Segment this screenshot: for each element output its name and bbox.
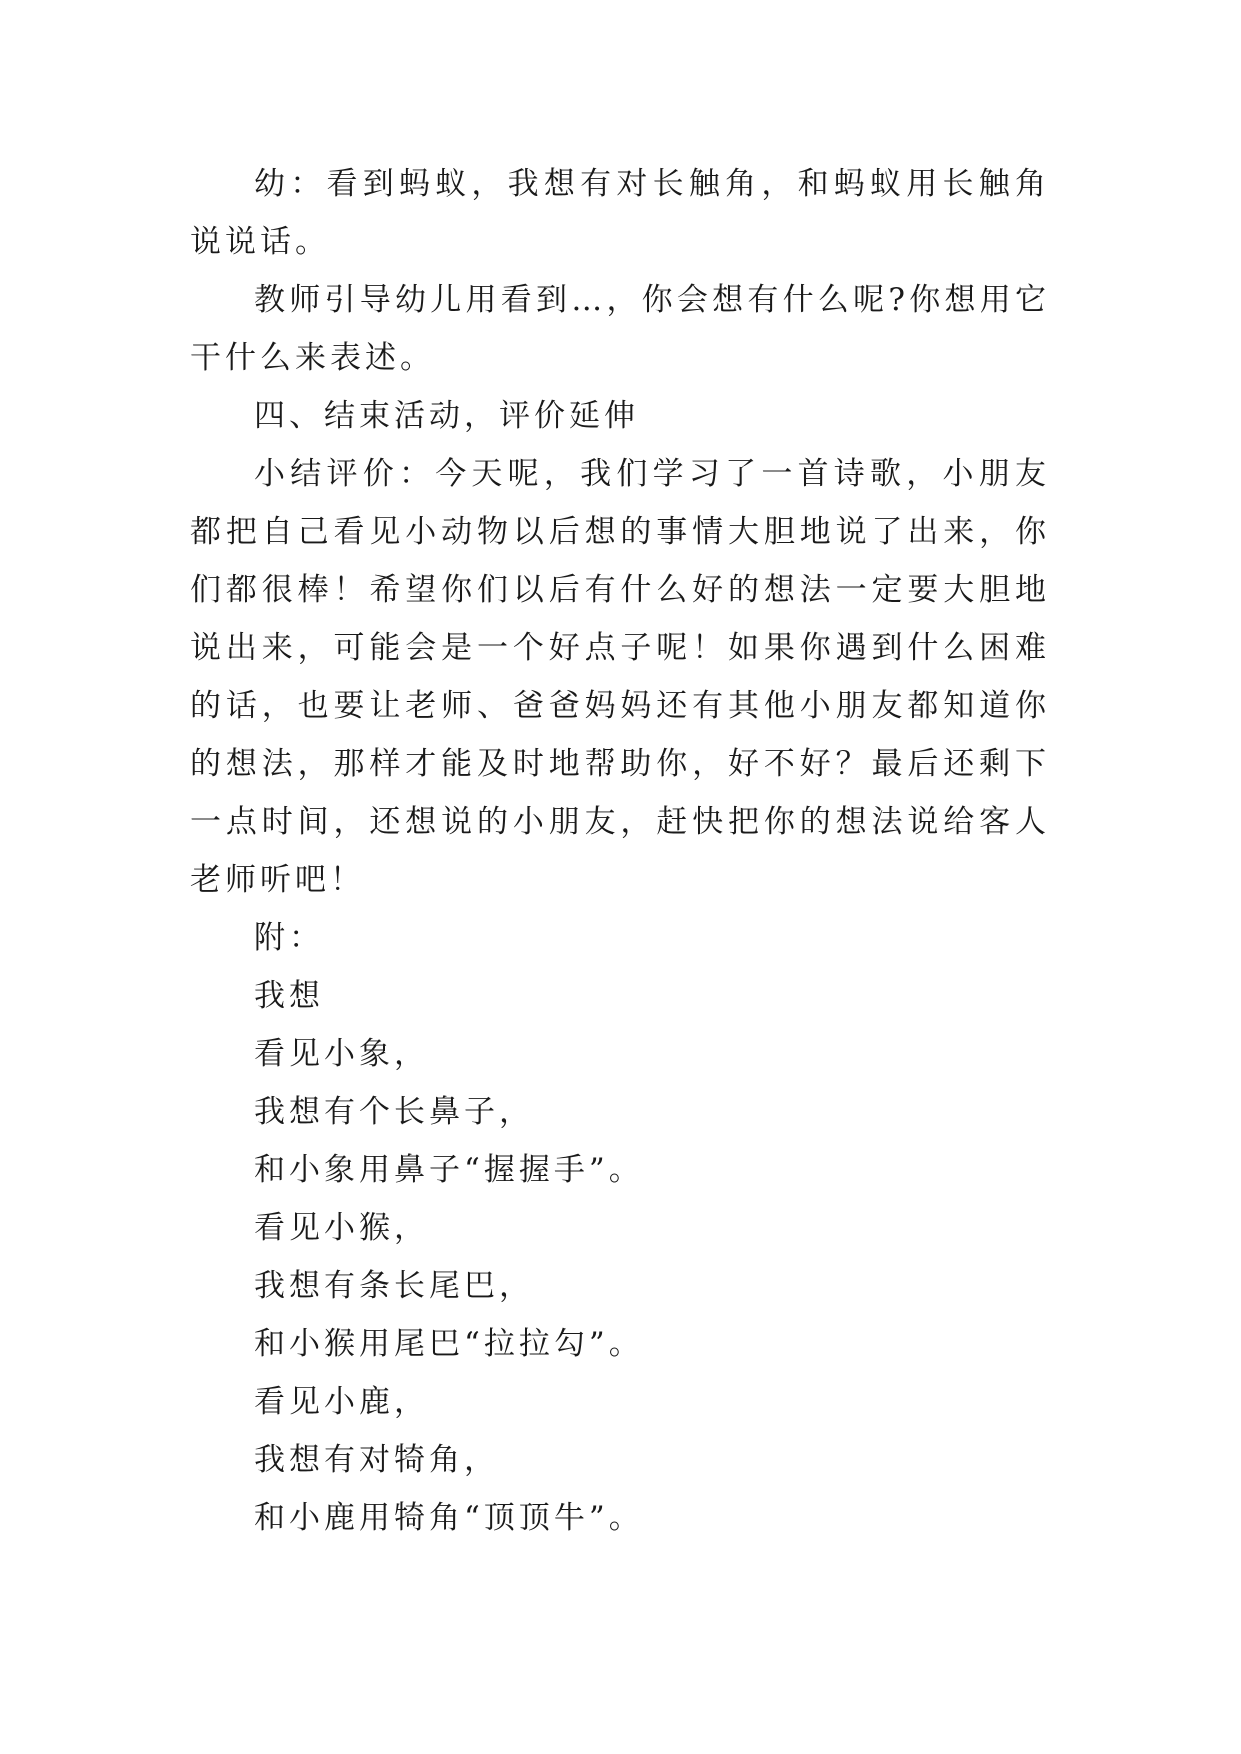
- poem-line: 看见小鹿，: [254, 1384, 429, 1420]
- poem-line: 和小猴用尾巴“拉拉勾”。: [254, 1326, 644, 1362]
- appendix-label: 附：: [254, 920, 324, 956]
- poem-line: 看见小猴，: [254, 1210, 429, 1246]
- poem-line: 看见小象，: [254, 1036, 429, 1072]
- poem-line: 我想有对犄角，: [254, 1442, 499, 1478]
- document-body: [190, 155, 1050, 1547]
- section-heading-conclusion: 四、结束活动，评价延伸: [254, 398, 639, 434]
- poem-title: 我想: [254, 978, 324, 1014]
- poem-line: 我想有个长鼻子，: [254, 1094, 534, 1130]
- paragraph-ant-dialogue: 幼：看到蚂蚁，我想有对长触角，和蚂蚁用长触角说说话。: [190, 166, 1050, 260]
- paragraph-teacher-guidance: 教师引导幼儿用看到…，你会想有什么呢?你想用它干什么来表述。: [190, 282, 1050, 376]
- poem-line: 我想有条长尾巴，: [254, 1268, 534, 1304]
- paragraph-summary-evaluation: 小结评价：今天呢，我们学习了一首诗歌，小朋友都把自己看见小动物以后想的事情大胆地说了出来，你们都很棒！希望你们以后有什么好的想法一定要大胆地说出来，可能会是一个好点子呢！如果你遇到什么困难的话，也要让老师、爸爸妈妈还有其他小朋友都知道你的想法，那样才能及时地帮助你，好不好？最后还剩下一点时间，还想说的小朋友，赶快把你的想法说给客人老师听吧！: [190, 456, 1050, 898]
- poem-line: 和小象用鼻子“握握手”。: [254, 1152, 644, 1188]
- poem-line: 和小鹿用犄角“顶顶牛”。: [254, 1500, 644, 1536]
